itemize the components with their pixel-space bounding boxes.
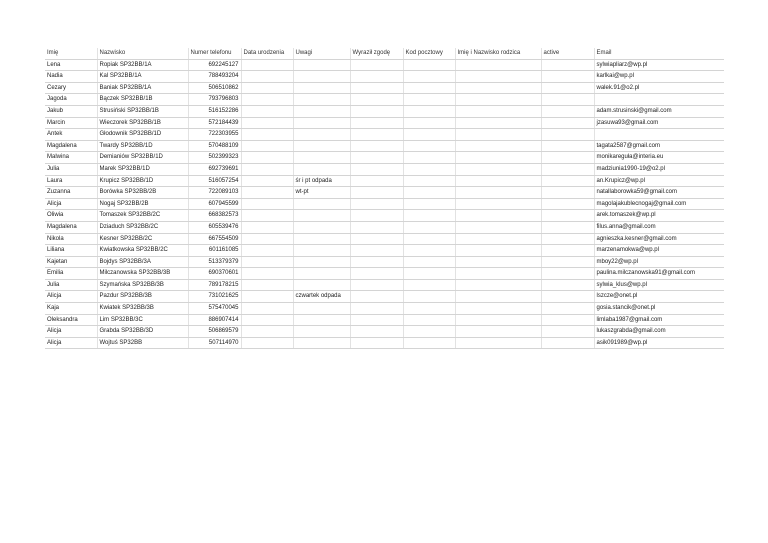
cell-email[interactable]: lszcze@onet.pl [594,291,724,303]
cell-email[interactable]: arek.tomaszek@wp.pl [594,210,724,222]
table-row [45,94,724,106]
cell-last-name[interactable]: Demianiów SP32BB/1D [97,152,188,164]
cell-phone[interactable]: 793796803 [188,94,241,106]
cell-consent[interactable] [350,59,403,71]
cell-phone[interactable]: 516057254 [188,175,241,187]
cell-parent-name[interactable] [455,152,541,164]
cell-notes[interactable] [293,279,350,291]
cell-phone[interactable]: 722303955 [188,129,241,141]
cell-email[interactable]: natallaborowka59@gmail.com [594,187,724,199]
cell-active[interactable] [541,140,594,152]
cell-first-name[interactable]: Jakub [45,105,97,117]
cell-postal-code[interactable] [403,221,455,233]
cell-notes[interactable] [293,326,350,338]
cell-birth-date[interactable] [241,163,293,175]
cell-consent[interactable] [350,71,403,83]
cell-email[interactable]: tagata2587@gmail.com [594,140,724,152]
table-row [45,71,724,83]
cell-email[interactable]: mboy22@wp.pl [594,256,724,268]
cell-email[interactable]: agnieszka.kesner@gmail.com [594,233,724,245]
cell-last-name[interactable]: Ropiak SP32BB/1A [97,59,188,71]
cell-birth-date[interactable] [241,82,293,94]
cell-birth-date[interactable] [241,105,293,117]
cell-last-name[interactable]: Grabda SP32BB/3D [97,326,188,338]
cell-email[interactable]: sylwia_klus@wp.pl [594,279,724,291]
cell-phone[interactable]: 667554509 [188,233,241,245]
cell-postal-code[interactable] [403,117,455,129]
cell-active[interactable] [541,163,594,175]
cell-notes[interactable] [293,210,350,222]
cell-consent[interactable] [350,163,403,175]
cell-last-name[interactable]: Strusiński SP32BB/1B [97,105,188,117]
cell-last-name[interactable]: Baniak SP32BB/1A [97,82,188,94]
cell-notes[interactable] [293,152,350,164]
cell-first-name[interactable]: Malwina [45,152,97,164]
cell-parent-name[interactable] [455,326,541,338]
cell-first-name[interactable]: Julia [45,279,97,291]
cell-last-name[interactable]: Bojdys SP32BB/3A [97,256,188,268]
cell-email[interactable]: adam.strusinski@gmail.com [594,105,724,117]
cell-consent[interactable] [350,245,403,257]
cell-first-name[interactable]: Alicja [45,326,97,338]
cell-parent-name[interactable] [455,268,541,280]
cell-birth-date[interactable] [241,314,293,326]
cell-last-name[interactable]: Nogaj SP32BB/2B [97,198,188,210]
cell-consent[interactable] [350,337,403,349]
cell-active[interactable] [541,221,594,233]
cell-notes[interactable] [293,245,350,257]
table-row [45,337,724,349]
cell-consent[interactable] [350,129,403,141]
cell-parent-name[interactable] [455,256,541,268]
cell-active[interactable] [541,59,594,71]
cell-parent-name[interactable] [455,198,541,210]
cell-phone[interactable]: 788493204 [188,71,241,83]
cell-parent-name[interactable] [455,117,541,129]
cell-postal-code[interactable] [403,268,455,280]
cell-active[interactable] [541,105,594,117]
cell-last-name[interactable]: Wojtuś SP32BB [97,337,188,349]
cell-birth-date[interactable] [241,140,293,152]
cell-birth-date[interactable] [241,71,293,83]
cell-notes[interactable] [293,82,350,94]
cell-birth-date[interactable] [241,94,293,106]
cell-phone[interactable]: 731021625 [188,291,241,303]
cell-first-name[interactable]: Kaja [45,303,97,315]
cell-first-name[interactable]: Nadia [45,71,97,83]
cell-active[interactable] [541,94,594,106]
cell-postal-code[interactable] [403,291,455,303]
table-row [45,256,724,268]
cell-birth-date[interactable] [241,279,293,291]
cell-birth-date[interactable] [241,198,293,210]
cell-first-name[interactable]: Alicja [45,337,97,349]
cell-active[interactable] [541,82,594,94]
cell-phone[interactable]: 516152286 [188,105,241,117]
cell-phone[interactable]: 572184439 [188,117,241,129]
cell-notes[interactable] [293,71,350,83]
cell-parent-name[interactable] [455,245,541,257]
cell-consent[interactable] [350,221,403,233]
cell-consent[interactable] [350,94,403,106]
table-row [45,233,724,245]
cell-phone[interactable]: 507114970 [188,337,241,349]
cell-phone[interactable]: 570488109 [188,140,241,152]
table-row [45,210,724,222]
cell-parent-name[interactable] [455,233,541,245]
cell-first-name[interactable]: Zuzanna [45,187,97,199]
header-postal-code[interactable]: Kod pocztowy [403,48,455,59]
cell-first-name[interactable]: Kajetan [45,256,97,268]
cell-birth-date[interactable] [241,152,293,164]
cell-notes[interactable] [293,256,350,268]
cell-birth-date[interactable] [241,59,293,71]
table-row [45,303,724,315]
header-parent-name[interactable]: Imię i Nazwisko rodzica [455,48,541,59]
cell-notes[interactable] [293,105,350,117]
cell-consent[interactable] [350,140,403,152]
cell-birth-date[interactable] [241,187,293,199]
cell-postal-code[interactable] [403,210,455,222]
cell-notes[interactable]: czwartek odpada [293,291,350,303]
header-first-name[interactable]: Imię [45,48,97,59]
cell-postal-code[interactable] [403,175,455,187]
cell-notes[interactable] [293,59,350,71]
cell-active[interactable] [541,187,594,199]
cell-active[interactable] [541,71,594,83]
cell-parent-name[interactable] [455,303,541,315]
spreadsheet [45,48,724,349]
cell-phone[interactable]: 690370601 [188,268,241,280]
table-row [45,291,724,303]
contacts-table [45,48,724,349]
cell-active[interactable] [541,256,594,268]
cell-phone[interactable]: 692245127 [188,59,241,71]
cell-birth-date[interactable] [241,337,293,349]
cell-last-name[interactable]: Pazdur SP32BB/3B [97,291,188,303]
cell-notes[interactable] [293,163,350,175]
cell-birth-date[interactable] [241,221,293,233]
cell-parent-name[interactable] [455,314,541,326]
header-consent[interactable]: Wyraził zgodę [350,48,403,59]
cell-consent[interactable] [350,326,403,338]
cell-last-name[interactable]: Tomaszek SP32BB/2C [97,210,188,222]
cell-active[interactable] [541,291,594,303]
cell-postal-code[interactable] [403,233,455,245]
cell-parent-name[interactable] [455,140,541,152]
cell-postal-code[interactable] [403,140,455,152]
cell-email[interactable] [594,94,724,106]
cell-notes[interactable] [293,129,350,141]
cell-phone[interactable]: 789178215 [188,279,241,291]
cell-email[interactable]: paulina.milczanowska91@gmail.com [594,268,724,280]
cell-first-name[interactable]: Alicja [45,291,97,303]
cell-phone[interactable]: 513379379 [188,256,241,268]
table-row [45,59,724,71]
cell-birth-date[interactable] [241,326,293,338]
cell-first-name[interactable]: Liliana [45,245,97,257]
cell-email[interactable]: an.Krupicz@wp.pl [594,175,724,187]
cell-email[interactable]: karlkai@wp.pl [594,71,724,83]
cell-consent[interactable] [350,291,403,303]
header-birth-date[interactable]: Data urodzenia [241,48,293,59]
cell-active[interactable] [541,326,594,338]
cell-notes[interactable] [293,314,350,326]
cell-notes[interactable] [293,337,350,349]
cell-postal-code[interactable] [403,105,455,117]
cell-consent[interactable] [350,152,403,164]
table-row [45,221,724,233]
cell-active[interactable] [541,198,594,210]
cell-notes[interactable] [293,221,350,233]
cell-postal-code[interactable] [403,94,455,106]
cell-phone[interactable]: 668382573 [188,210,241,222]
cell-first-name[interactable]: Cezary [45,82,97,94]
table-row [45,105,724,117]
cell-notes[interactable] [293,233,350,245]
cell-postal-code[interactable] [403,314,455,326]
cell-birth-date[interactable] [241,256,293,268]
cell-first-name[interactable]: Oleksandra [45,314,97,326]
cell-active[interactable] [541,117,594,129]
cell-phone[interactable]: 607945599 [188,198,241,210]
cell-birth-date[interactable] [241,129,293,141]
table-row [45,129,724,141]
cell-postal-code[interactable] [403,279,455,291]
cell-birth-date[interactable] [241,291,293,303]
cell-first-name[interactable]: Antek [45,129,97,141]
cell-consent[interactable] [350,314,403,326]
table-row [45,314,724,326]
header-notes[interactable]: Uwagi [293,48,350,59]
cell-last-name[interactable]: Marek SP32BB/1D [97,163,188,175]
table-row [45,198,724,210]
cell-postal-code[interactable] [403,326,455,338]
cell-phone[interactable]: 601161085 [188,245,241,257]
cell-last-name[interactable]: Kwiatkowska SP32BB/2C [97,245,188,257]
cell-notes[interactable] [293,303,350,315]
cell-parent-name[interactable] [455,59,541,71]
cell-first-name[interactable]: Julia [45,163,97,175]
cell-email[interactable]: lukaszgrabda@gmail.com [594,326,724,338]
cell-notes[interactable] [293,198,350,210]
table-row [45,152,724,164]
cell-parent-name[interactable] [455,279,541,291]
cell-email[interactable]: walek.91@o2.pl [594,82,724,94]
cell-birth-date[interactable] [241,210,293,222]
cell-postal-code[interactable] [403,163,455,175]
cell-notes[interactable] [293,140,350,152]
cell-birth-date[interactable] [241,117,293,129]
cell-phone[interactable]: 506510862 [188,82,241,94]
cell-consent[interactable] [350,105,403,117]
cell-phone[interactable]: 575470045 [188,303,241,315]
cell-first-name[interactable]: Magdalena [45,221,97,233]
cell-last-name[interactable]: Głodownik SP32BB/1D [97,129,188,141]
cell-notes[interactable] [293,94,350,106]
cell-postal-code[interactable] [403,71,455,83]
cell-email[interactable]: monikareguła@interia.eu [594,152,724,164]
cell-active[interactable] [541,268,594,280]
table-row [45,326,724,338]
cell-email[interactable]: gosia.stancik@onet.pl [594,303,724,315]
table-row [45,140,724,152]
cell-phone[interactable]: 506869579 [188,326,241,338]
cell-last-name[interactable]: Szymańska SP32BB/3B [97,279,188,291]
cell-parent-name[interactable] [455,337,541,349]
cell-last-name[interactable]: Kwiatek SP32BB/3B [97,303,188,315]
cell-active[interactable] [541,175,594,187]
cell-parent-name[interactable] [455,94,541,106]
cell-birth-date[interactable] [241,233,293,245]
cell-consent[interactable] [350,117,403,129]
cell-phone[interactable]: 502399323 [188,152,241,164]
cell-parent-name[interactable] [455,105,541,117]
cell-first-name[interactable]: Alicja [45,198,97,210]
cell-email[interactable]: madziunia1990-19@o2.pl [594,163,724,175]
cell-parent-name[interactable] [455,210,541,222]
header-active[interactable]: active [541,48,594,59]
cell-first-name[interactable]: Marcin [45,117,97,129]
cell-email[interactable]: magolajakublecnogaj@gmail.com [594,198,724,210]
cell-birth-date[interactable] [241,303,293,315]
table-row [45,82,724,94]
cell-notes[interactable]: wt-pt [293,187,350,199]
cell-notes[interactable]: śr i pt odpada [293,175,350,187]
cell-consent[interactable] [350,303,403,315]
header-row [45,48,724,59]
cell-consent[interactable] [350,187,403,199]
header-phone[interactable]: Numer telefonu [188,48,241,59]
cell-email[interactable]: asik091989@wp.pl [594,337,724,349]
cell-active[interactable] [541,152,594,164]
cell-phone[interactable]: 886907414 [188,314,241,326]
header-email[interactable]: Email [594,48,724,59]
cell-first-name[interactable]: Emilia [45,268,97,280]
cell-parent-name[interactable] [455,221,541,233]
table-row [45,268,724,280]
cell-active[interactable] [541,210,594,222]
cell-postal-code[interactable] [403,245,455,257]
header-last-name[interactable]: Nazwisko [97,48,188,59]
cell-postal-code[interactable] [403,152,455,164]
cell-email[interactable]: filus.anna@gmail.com [594,221,724,233]
cell-first-name[interactable]: Magdalena [45,140,97,152]
cell-last-name[interactable]: Krupicz SP32BB/1D [97,175,188,187]
cell-postal-code[interactable] [403,337,455,349]
cell-consent[interactable] [350,175,403,187]
cell-birth-date[interactable] [241,245,293,257]
cell-consent[interactable] [350,279,403,291]
cell-parent-name[interactable] [455,82,541,94]
cell-last-name[interactable]: Wieczorek SP32BB/1B [97,117,188,129]
table-row [45,117,724,129]
cell-last-name[interactable]: Twardy SP32BB/1D [97,140,188,152]
cell-postal-code[interactable] [403,59,455,71]
cell-consent[interactable] [350,210,403,222]
cell-last-name[interactable]: Bączek SP32BB/1B [97,94,188,106]
cell-first-name[interactable]: Laura [45,175,97,187]
cell-parent-name[interactable] [455,187,541,199]
cell-postal-code[interactable] [403,303,455,315]
cell-consent[interactable] [350,233,403,245]
cell-active[interactable] [541,303,594,315]
table-row [45,175,724,187]
cell-last-name[interactable]: Kal SP32BB/1A [97,71,188,83]
cell-postal-code[interactable] [403,198,455,210]
cell-last-name[interactable]: Borówka SP32BB/2B [97,187,188,199]
cell-active[interactable] [541,314,594,326]
cell-notes[interactable] [293,268,350,280]
cell-consent[interactable] [350,256,403,268]
cell-email[interactable] [594,129,724,141]
cell-birth-date[interactable] [241,175,293,187]
cell-last-name[interactable]: Milczanowska SP32BB/3B [97,268,188,280]
cell-email[interactable]: limlaba1987@gmail.com [594,314,724,326]
cell-active[interactable] [541,233,594,245]
cell-active[interactable] [541,129,594,141]
cell-email[interactable]: jzasuwa93@gmail.com [594,117,724,129]
cell-phone[interactable]: 605539476 [188,221,241,233]
cell-postal-code[interactable] [403,256,455,268]
cell-phone[interactable]: 722089103 [188,187,241,199]
cell-parent-name[interactable] [455,129,541,141]
cell-parent-name[interactable] [455,175,541,187]
cell-active[interactable] [541,279,594,291]
cell-parent-name[interactable] [455,71,541,83]
cell-active[interactable] [541,337,594,349]
cell-last-name[interactable]: Dziaduch SP32BB/2C [97,221,188,233]
table-row [45,279,724,291]
cell-postal-code[interactable] [403,129,455,141]
cell-consent[interactable] [350,268,403,280]
cell-email[interactable]: sylwiapliarz@wp.pl [594,59,724,71]
table-row [45,187,724,199]
cell-postal-code[interactable] [403,82,455,94]
cell-first-name[interactable]: Nikola [45,233,97,245]
table-row [45,245,724,257]
cell-first-name[interactable]: Jagoda [45,94,97,106]
cell-consent[interactable] [350,198,403,210]
cell-email[interactable]: marzenamokwa@wp.pl [594,245,724,257]
cell-last-name[interactable]: Kesner SP32BB/2C [97,233,188,245]
cell-phone[interactable]: 692739691 [188,163,241,175]
cell-notes[interactable] [293,117,350,129]
table-row [45,163,724,175]
cell-active[interactable] [541,245,594,257]
cell-parent-name[interactable] [455,291,541,303]
cell-last-name[interactable]: Lim SP32BB/3C [97,314,188,326]
cell-postal-code[interactable] [403,187,455,199]
cell-birth-date[interactable] [241,268,293,280]
cell-first-name[interactable]: Lena [45,59,97,71]
cell-first-name[interactable]: Oliwia [45,210,97,222]
cell-parent-name[interactable] [455,163,541,175]
cell-consent[interactable] [350,82,403,94]
